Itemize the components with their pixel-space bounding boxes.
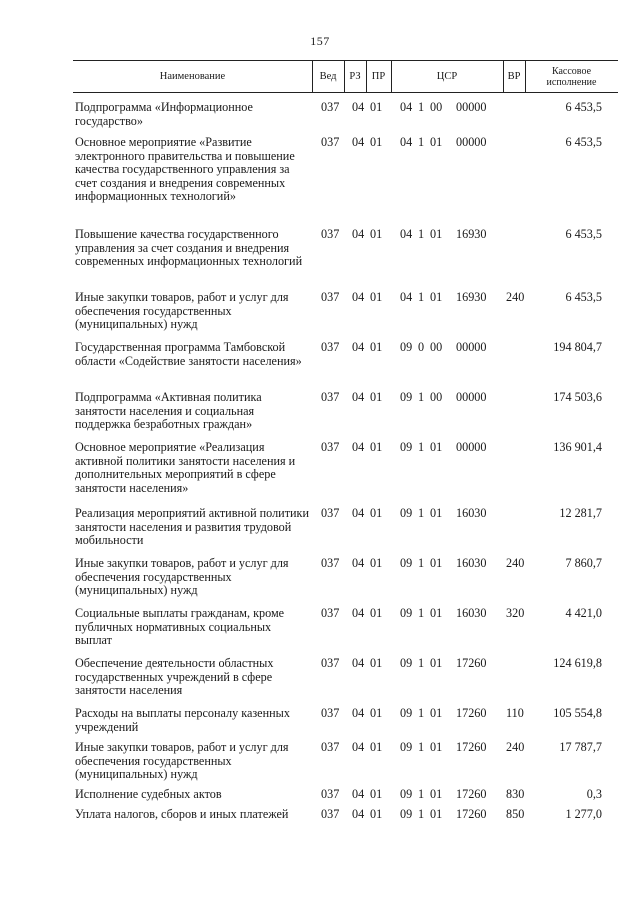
row-pr: 01: [370, 135, 383, 149]
row-rz: 04: [352, 290, 365, 304]
header-rz: РЗ: [349, 71, 361, 82]
row-csr-event: 01: [430, 807, 443, 821]
row-csr-direction: 16930: [456, 290, 487, 304]
row-csr-program: 04: [400, 290, 413, 304]
header-divider: [525, 61, 526, 92]
row-csr-event: 01: [430, 556, 443, 570]
row-pr: 01: [370, 290, 383, 304]
row-ved: 037: [321, 440, 340, 454]
row-name: Иные закупки товаров, работ и услуг для обеспечения государственных (муниципальных) нужд: [75, 556, 289, 598]
row-sum: 6 453,5: [565, 227, 602, 241]
row-csr-program: 09: [400, 706, 413, 720]
row-csr-event: 01: [430, 440, 443, 454]
header-ved: Вед: [319, 71, 337, 82]
row-sum: 194 804,7: [553, 340, 602, 354]
row-csr-subprogram: 1: [418, 556, 425, 570]
row-csr-event: 01: [430, 227, 443, 241]
header-divider: [366, 61, 367, 92]
row-csr-event: 01: [430, 290, 443, 304]
row-name: Подпрограмма «Активная политика занятости населения и социальная поддержка безработных граждан»: [75, 390, 262, 432]
row-csr-program: 09: [400, 390, 413, 404]
header-name: Наименование: [159, 71, 226, 82]
row-sum: 105 554,8: [553, 706, 602, 720]
row-csr-subprogram: 1: [418, 807, 425, 821]
row-csr-direction: 00000: [456, 100, 487, 114]
row-csr-subprogram: 1: [418, 440, 425, 454]
header-kassovoe: [525, 61, 618, 92]
row-name: Расходы на выплаты персоналу казенных учреждений: [75, 706, 290, 734]
row-pr: 01: [370, 506, 383, 520]
row-pr: 01: [370, 807, 383, 821]
row-pr: 01: [370, 340, 383, 354]
row-vr: 830: [506, 787, 525, 801]
row-csr-subprogram: 1: [418, 706, 425, 720]
row-sum: 136 901,4: [553, 440, 602, 454]
row-csr-direction: 16930: [456, 227, 487, 241]
row-name: Социальные выплаты гражданам, кроме публичных нормативных социальных выплат: [75, 606, 285, 648]
row-csr-event: 01: [430, 740, 443, 754]
row-pr: 01: [370, 656, 383, 670]
row-pr: 01: [370, 706, 383, 720]
row-sum: 1 277,0: [565, 807, 602, 821]
row-sum: 12 281,7: [559, 506, 602, 520]
row-csr-program: 09: [400, 656, 413, 670]
row-csr-direction: 17260: [456, 740, 487, 754]
row-sum: 124 619,8: [553, 656, 602, 670]
row-rz: 04: [352, 556, 365, 570]
header-divider: [503, 61, 504, 92]
row-rz: 04: [352, 706, 365, 720]
row-pr: 01: [370, 390, 383, 404]
row-csr-program: 09: [400, 807, 413, 821]
row-csr-direction: 17260: [456, 656, 487, 670]
row-pr: 01: [370, 556, 383, 570]
header-vr: ВР: [507, 71, 521, 82]
row-sum: 0,3: [586, 787, 602, 801]
row-csr-direction: 00000: [456, 135, 487, 149]
row-pr: 01: [370, 440, 383, 454]
row-sum: 6 453,5: [565, 290, 602, 304]
row-csr-event: 01: [430, 135, 443, 149]
header-divider: [344, 61, 345, 92]
row-ved: 037: [321, 227, 340, 241]
row-csr-subprogram: 1: [418, 656, 425, 670]
header-kassovoe-line1: Кассовое: [551, 65, 592, 77]
row-csr-event: 01: [430, 506, 443, 520]
row-ved: 037: [321, 606, 340, 620]
row-csr-program: 09: [400, 440, 413, 454]
row-csr-direction: 17260: [456, 807, 487, 821]
table-header: [73, 60, 618, 93]
row-csr-event: 00: [430, 100, 443, 114]
row-name: Исполнение судебных актов: [75, 787, 222, 801]
row-csr-program: 09: [400, 506, 413, 520]
row-csr-program: 04: [400, 227, 413, 241]
row-pr: 01: [370, 740, 383, 754]
row-vr: 240: [506, 740, 525, 754]
page-number: 157: [310, 34, 330, 48]
row-csr-program: 09: [400, 340, 413, 354]
row-csr-event: 01: [430, 706, 443, 720]
row-csr-direction: 16030: [456, 606, 487, 620]
row-ved: 037: [321, 340, 340, 354]
row-csr-event: 01: [430, 606, 443, 620]
row-csr-direction: 16030: [456, 556, 487, 570]
row-rz: 04: [352, 100, 365, 114]
row-rz: 04: [352, 440, 365, 454]
row-rz: 04: [352, 807, 365, 821]
row-ved: 037: [321, 135, 340, 149]
row-rz: 04: [352, 787, 365, 801]
row-csr-subprogram: 1: [418, 390, 425, 404]
row-pr: 01: [370, 606, 383, 620]
header-pr: ПР: [371, 71, 386, 82]
row-rz: 04: [352, 340, 365, 354]
row-csr-subprogram: 1: [418, 290, 425, 304]
row-ved: 037: [321, 290, 340, 304]
row-csr-subprogram: 1: [418, 606, 425, 620]
row-vr: 240: [506, 556, 525, 570]
row-pr: 01: [370, 787, 383, 801]
budget-table: [73, 60, 618, 821]
row-csr-program: 09: [400, 606, 413, 620]
row-ved: 037: [321, 706, 340, 720]
row-ved: 037: [321, 740, 340, 754]
row-rz: 04: [352, 135, 365, 149]
row-csr-subprogram: 1: [418, 506, 425, 520]
row-sum: 4 421,0: [565, 606, 602, 620]
row-pr: 01: [370, 227, 383, 241]
row-csr-event: 00: [430, 390, 443, 404]
row-csr-subprogram: 0: [418, 340, 425, 354]
row-csr-subprogram: 1: [418, 227, 425, 241]
row-name: Повышение качества государственного управления за счет создания и внедрения современных информационных технологий: [75, 227, 303, 269]
row-csr-direction: 16030: [456, 506, 487, 520]
row-name: Основное мероприятие «Реализация активной политики занятости населения и дополнительных мероприятий в сфере занятости населения»: [75, 440, 296, 495]
row-name: Иные закупки товаров, работ и услуг для обеспечения государственных (муниципальных) нужд: [75, 740, 289, 782]
row-rz: 04: [352, 740, 365, 754]
row-name: Уплата налогов, сборов и иных платежей: [75, 807, 289, 821]
row-csr-subprogram: 1: [418, 135, 425, 149]
row-ved: 037: [321, 787, 340, 801]
row-sum: 7 860,7: [565, 556, 602, 570]
row-name: Основное мероприятие «Развитие электронного правительства и повышение качества государственного управления за счет создания и внедрения современных информационных технологий»: [75, 135, 295, 204]
row-csr-program: 04: [400, 135, 413, 149]
row-name: Обеспечение деятельности областных государственных учреждений в сфере занятости населения: [75, 656, 274, 698]
row-sum: 174 503,6: [553, 390, 602, 404]
header-divider: [391, 61, 392, 92]
row-rz: 04: [352, 506, 365, 520]
row-csr-event: 01: [430, 787, 443, 801]
row-vr: 850: [506, 807, 525, 821]
row-ved: 037: [321, 390, 340, 404]
row-rz: 04: [352, 390, 365, 404]
row-pr: 01: [370, 100, 383, 114]
row-csr-direction: 17260: [456, 706, 487, 720]
row-name: Иные закупки товаров, работ и услуг для обеспечения государственных (муниципальных) нужд: [75, 290, 289, 332]
row-rz: 04: [352, 656, 365, 670]
row-ved: 037: [321, 807, 340, 821]
row-vr: 240: [506, 290, 525, 304]
row-csr-direction: 00000: [456, 340, 487, 354]
row-csr-direction: 00000: [456, 390, 487, 404]
row-vr: 320: [506, 606, 525, 620]
row-csr-subprogram: 1: [418, 100, 425, 114]
header-csr: ЦСР: [436, 71, 458, 82]
row-rz: 04: [352, 606, 365, 620]
row-sum: 6 453,5: [565, 100, 602, 114]
row-csr-program: 09: [400, 740, 413, 754]
row-sum: 17 787,7: [559, 740, 602, 754]
row-name: Подпрограмма «Информационное государство»: [75, 100, 253, 128]
header-divider: [312, 61, 313, 92]
row-ved: 037: [321, 556, 340, 570]
row-csr-direction: 17260: [456, 787, 487, 801]
row-sum: 6 453,5: [565, 135, 602, 149]
row-csr-event: 00: [430, 340, 443, 354]
row-csr-program: 09: [400, 787, 413, 801]
row-csr-program: 09: [400, 556, 413, 570]
row-name: Реализация мероприятий активной политики занятости населения и развития трудовой мобильности: [75, 506, 309, 548]
row-rz: 04: [352, 227, 365, 241]
row-csr-subprogram: 1: [418, 740, 425, 754]
row-name: Государственная программа Тамбовской области «Содействие занятости населения»: [75, 340, 302, 368]
row-csr-program: 04: [400, 100, 413, 114]
row-ved: 037: [321, 506, 340, 520]
row-csr-direction: 00000: [456, 440, 487, 454]
row-vr: 110: [506, 706, 524, 720]
row-csr-subprogram: 1: [418, 787, 425, 801]
row-ved: 037: [321, 656, 340, 670]
row-ved: 037: [321, 100, 340, 114]
row-csr-event: 01: [430, 656, 443, 670]
header-kassovoe-line2: исполнение: [546, 76, 597, 88]
